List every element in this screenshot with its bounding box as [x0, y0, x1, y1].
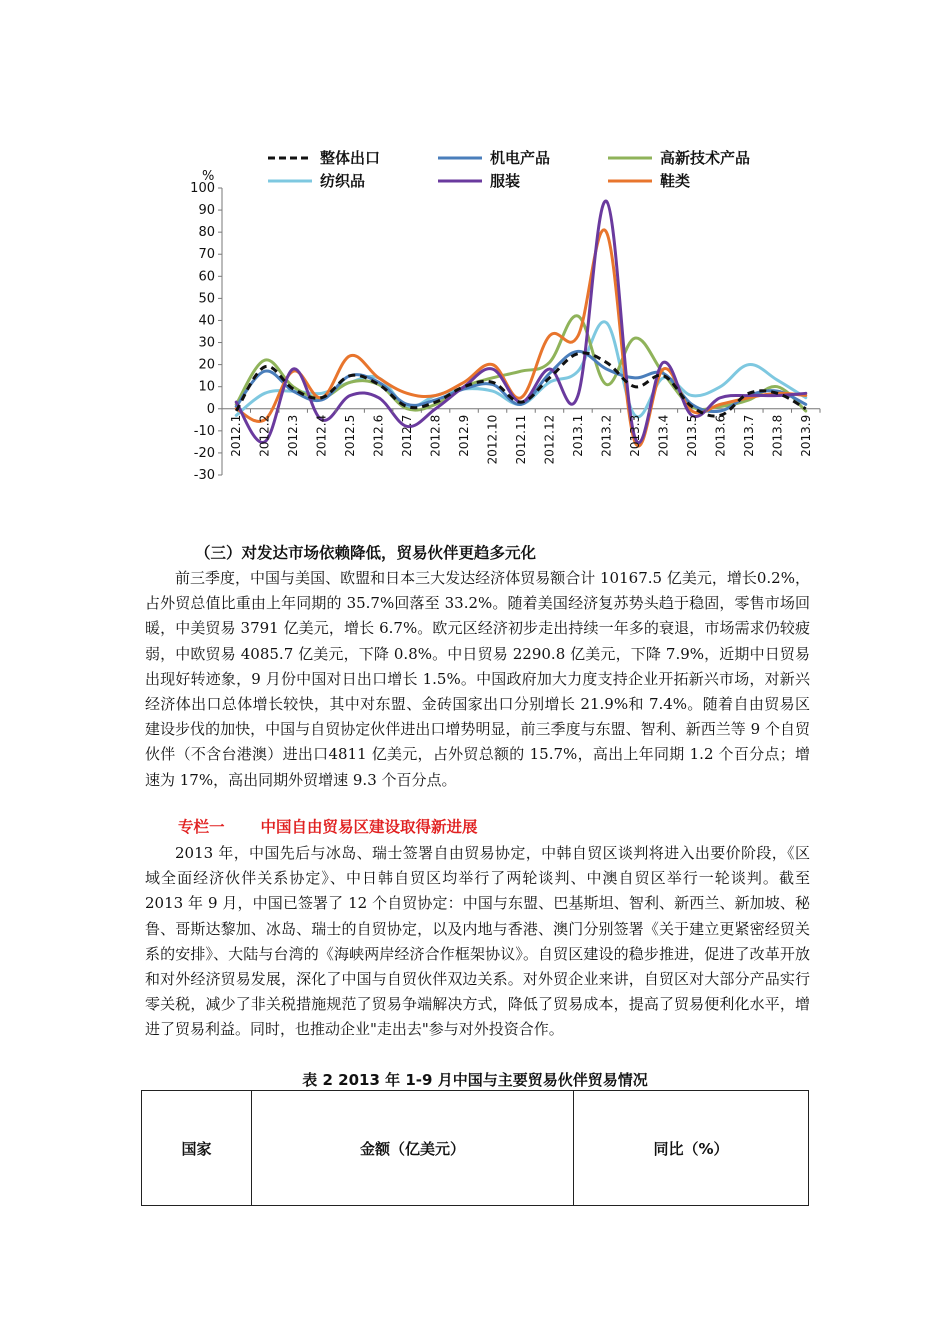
x-tick-label: 2012.3	[286, 414, 301, 457]
header-country: 国家	[142, 1091, 252, 1206]
legend-label-2: 高新技术产品	[660, 149, 751, 167]
paragraph-1: 前三季度，中国与美国、欧盟和日本三大发达经济体贸易额合计 10167.5 亿美元，增长0.2%，占外贸总值比重由上年同期的 35.7%回落至 33.2%。随着美国经济复苏势头趋于稳固，零售市场回暖，中美贸易 3791 亿美元，增长 6.7%。欧元区经济初步走出持续一年多的衰退，市场需求仍较疲弱，中欧贸易 4085.7 亿美元，下降 0.8%。中日贸易 2290.8 亿美元，下降 7.9%，近期中日贸易出现好转迹象，9 月份中国对日出口增长 1.5%。中国政府加大力度支持企业开拓新兴市场，对新兴经济体出口总体增长较快，其中对东盟、金砖国家出口分别增长 21.9%和 7.4%。随着自由贸易区建设步伐的加快，中国与自贸协定伙伴进出口增势明显，前三季度与东盟、智利、新西兰等 9 个自贸伙伴（不含台港澳）进出口4811 亿美元，占外贸总额的 15.7%，高出上年同期 1.2 个百分点；增速为 17%，高出同期外贸增速 9.3 个百分点。	[145, 569, 810, 789]
x-tick-label: 2012.4	[314, 414, 329, 457]
section-heading: （三）对发达市场依赖降低，贸易伙伴更趋多元化	[195, 544, 537, 562]
x-tick-label: 2013.8	[770, 414, 785, 457]
x-tick-label: 2013.4	[656, 414, 671, 457]
x-tick-label: 2012.5	[343, 414, 358, 457]
y-tick-label: 90	[198, 203, 215, 219]
x-tick-label: 2012.10	[485, 414, 500, 465]
y-tick-label: 100	[190, 181, 215, 196]
table-header-row	[142, 1091, 809, 1206]
y-tick-label: 80	[198, 225, 215, 241]
legend-label-0: 整体出口	[320, 149, 381, 167]
y-tick-label: -10	[193, 423, 215, 439]
chart-series-lines	[236, 201, 806, 446]
y-tick-label: -30	[193, 468, 215, 483]
paragraph-fta	[145, 841, 810, 1043]
x-tick-label: 2013.5	[684, 414, 699, 457]
y-tick-label: 10	[198, 379, 215, 395]
y-tick-label: 20	[198, 357, 215, 373]
header-yoy: 同比（%）	[574, 1091, 809, 1206]
sidebar-title: 中国自由贸易区建设取得新进展	[260, 818, 478, 836]
x-tick-label: 2013.2	[599, 414, 614, 457]
x-tick-label: 2013.6	[713, 414, 728, 457]
y-tick-label: 70	[198, 247, 215, 263]
sidebar-heading	[178, 815, 478, 837]
x-tick-label: 2012.2	[257, 414, 272, 457]
chart-x-ticks	[229, 409, 820, 465]
legend-label-5: 鞋类	[660, 172, 691, 190]
header-amount: 金额（亿美元）	[252, 1091, 574, 1206]
x-tick-label: 2012.1	[229, 414, 244, 457]
paragraph-trade-partners	[145, 566, 810, 793]
x-tick-label: 2012.7	[400, 414, 415, 457]
y-tick-label: 30	[198, 335, 215, 351]
x-tick-label: 2012.12	[542, 414, 557, 465]
sidebar-label: 专栏一	[178, 818, 225, 836]
x-tick-label: 2012.8	[428, 414, 443, 457]
y-unit-label: %	[202, 169, 215, 184]
y-tick-label: 50	[198, 291, 215, 307]
x-tick-label: 2012.11	[514, 414, 528, 465]
legend-label-3: 纺织品	[320, 172, 366, 190]
trade-partner-table	[141, 1090, 809, 1206]
x-tick-label: 2013.1	[570, 414, 585, 457]
y-tick-label: 0	[206, 401, 215, 417]
export-growth-line-chart	[190, 140, 830, 490]
y-tick-label: -20	[193, 445, 215, 461]
y-tick-label: 60	[198, 269, 215, 285]
legend-label-4: 服装	[490, 172, 521, 190]
x-tick-label: 2013.3	[627, 414, 642, 457]
x-tick-label: 2013.9	[798, 414, 813, 457]
table-caption: 表 2 2013 年 1-9 月中国与主要贸易伙伴贸易情况	[302, 1071, 648, 1089]
series-line-5	[236, 230, 806, 446]
chart-legend	[268, 149, 750, 190]
x-tick-label: 2012.9	[457, 414, 472, 457]
x-tick-label: 2012.6	[371, 414, 386, 457]
paragraph-2: 2013 年，中国先后与冰岛、瑞士签署自由贸易协定，中韩自贸区谈判将进入出要价阶段，《区域全面经济伙伴关系协定》、中日韩自贸区均举行了两轮谈判、中澳自贸区举行一轮谈判。截至 2013 年 9 月，中国已签署了 12 个自贸协定：中国与东盟、巴基斯坦、智利、新西兰、新加坡、秘鲁、哥斯达黎加、冰岛、瑞士的自贸协定，以及内地与香港、澳门分别签署《关于建立更紧密经贸关系的安排》、大陆与台湾的《海峡两岸经济合作框架协议》。自贸区建设的稳步推进，促进了改革开放和对外经济贸易发展，深化了中国与自贸伙伴双边关系。对外贸企业来讲，自贸区对大部分产品实行零关税，减少了非关税措施规范了贸易争端解决方式，降低了贸易成本，提高了贸易便利化水平，增进了贸易利益。同时，也推动企业"走出去"参与对外投资合作。	[145, 844, 810, 1039]
legend-label-1: 机电产品	[490, 149, 551, 167]
x-tick-label: 2013.7	[741, 414, 756, 457]
y-tick-label: 40	[198, 313, 215, 329]
